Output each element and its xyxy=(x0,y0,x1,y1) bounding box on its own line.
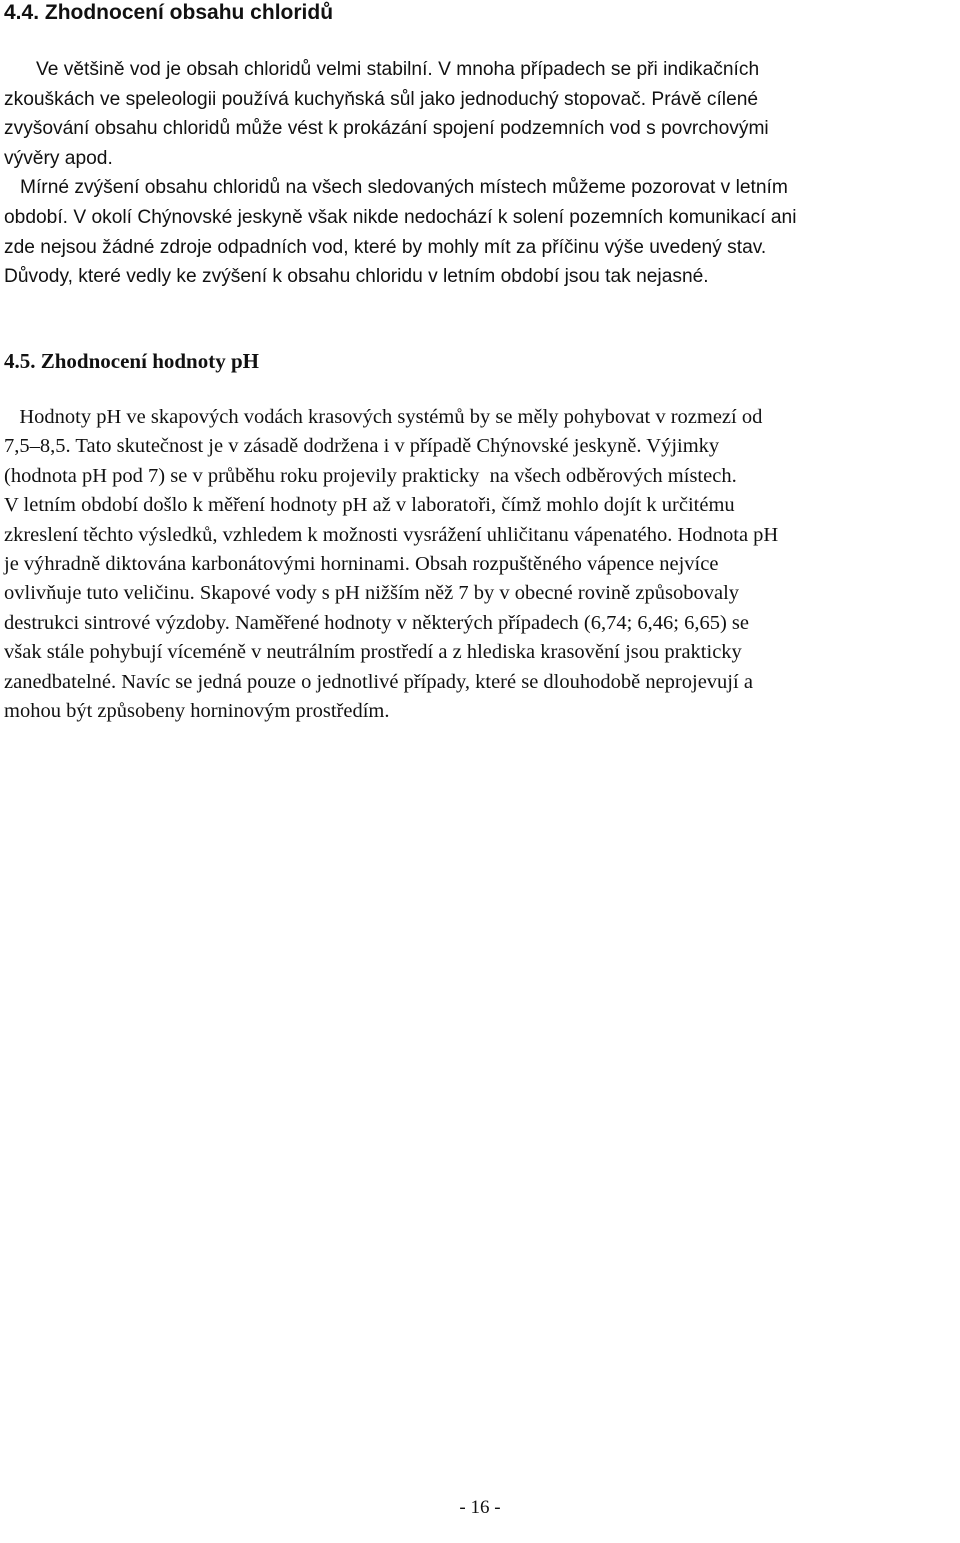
text-line: je výhradně diktována karbonátovými horninami. Obsah rozpuštěného vápence nejvíce xyxy=(4,552,719,575)
text-line: destrukci sintrové výzdoby. Naměřené hodnoty v některých případech (6,74; 6,46; 6,65) se xyxy=(4,611,750,634)
text-line: období. V okolí Chýnovské jeskyně však nikde nedochází k solení pozemních komunikací ani xyxy=(4,207,797,228)
section-heading-ph: 4.5. Zhodnocení hodnoty pH xyxy=(4,349,259,373)
text-line: Důvody, které vedly ke zvýšení k obsahu chloridu v letním období jsou tak nejasné. xyxy=(4,266,709,288)
page-number: - 16 - xyxy=(459,1497,501,1518)
text-line: Ve většině vod je obsah chloridů velmi stabilní. V mnoha případech se při indikačních xyxy=(4,59,760,80)
ph-paragraph xyxy=(4,403,954,726)
text-line: ovlivňuje tuto veličinu. Skapové vody s pH nižším něž 7 by v obecné rovině způsobovaly xyxy=(4,582,740,605)
text-line: však stále pohybují víceméně v neutrálním prostředí a z hlediska krasovění jsou prakticky xyxy=(4,641,742,664)
text-line: zkouškách ve speleologii používá kuchyňská sůl jako jednoduchý stopovač. Právě cílené xyxy=(4,88,759,110)
text-line: zanedbatelné. Navíc se jedná pouze o jednotlivé případy, které se dlouhodobě neprojevují a xyxy=(4,670,753,693)
text-line: zde nejsou žádné zdroje odpadních vod, které by mohly mít za příčinu výše uvedený stav. xyxy=(4,236,767,258)
text-line: vývěry apod. xyxy=(4,147,113,169)
text-line: Mírné zvýšení obsahu chloridů na všech sledovaných místech můžeme pozorovat v letním xyxy=(4,177,788,199)
text-line: (hodnota pH pod 7) se v průběhu roku projevily prakticky na všech odběrových místech. xyxy=(4,464,737,487)
text-line: zkreslení těchto výsledků, vzhledem k možnosti vysrážení uhličitanu vápenatého. Hodnota pH xyxy=(4,523,779,546)
text-line: Hodnoty pH ve skapových vodách krasových systémů by se měly pohybovat v rozmezí od xyxy=(4,406,763,428)
text-line: zvyšování obsahu chloridů může vést k prokázání spojení podzemních vod s povrchovými xyxy=(4,118,769,140)
text-line: 7,5–8,5. Tato skutečnost je v zásadě dodržena i v případě Chýnovské jeskyně. Výjimky xyxy=(4,435,720,458)
chlorides-paragraph-2 xyxy=(4,203,954,292)
text-line: mohou být způsobeny horninovým prostředím. xyxy=(4,699,390,722)
text-line: V letním období došlo k měření hodnoty pH až v laboratoři, čímž mohlo dojít k určitému xyxy=(4,494,735,517)
section-heading-chlorides: 4.4. Zhodnocení obsahu chloridů xyxy=(4,1,334,24)
chlorides-paragraph-1 xyxy=(4,55,954,203)
